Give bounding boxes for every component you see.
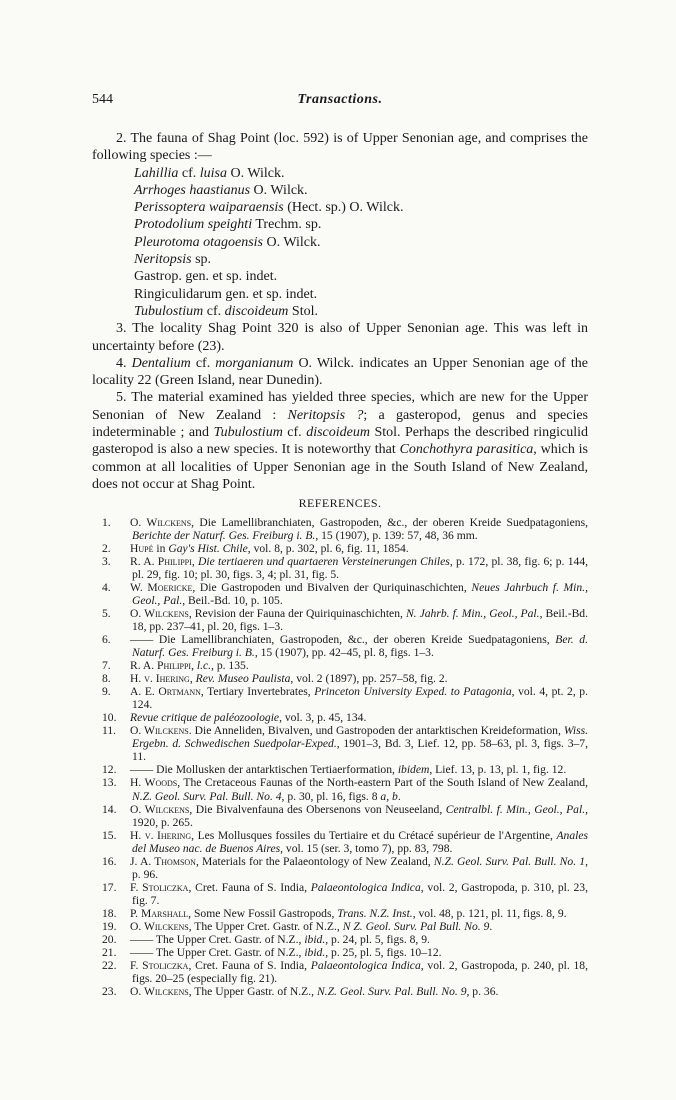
species-item: Neritopsis sp. xyxy=(134,252,212,268)
reference-item: 19. O. Wilckens, The Upper Cret. Gastr. of N.Z., N Z. Geol. Surv. Pal Bull. No. 9. xyxy=(102,919,493,933)
reference-item: 12. —— Die Mollusken der antarktischen Tertiaerformation, ibidem, Lief. 13, p. 13, pl. 1, fig. 12. xyxy=(102,763,567,777)
reference-item: 9. A. E. Ortmann, Tertiary Invertebrates, Princeton University Exped. to Patagonia, vol. 4, pt. 2, p. 124. xyxy=(102,685,589,712)
section-2-intro: 2. The fauna of Shag Point (loc. 592) is of Upper Senonian age, and comprises the following species :— xyxy=(92,131,588,164)
reference-item: 3. R. A. Philippi, Die tertiaeren und quartaeren Versteinerungen Chiles, p. 172, pl. 38, fig. 6; p. 144, pl. 29, fig. 10; pl. 30, figs. 3, 4; pl. 31, fig. 5. xyxy=(102,554,589,581)
reference-author: F. Stoliczka xyxy=(130,880,189,894)
reference-author: —— xyxy=(130,632,154,646)
reference-number: 16. xyxy=(102,854,117,868)
reference-item: 21. —— The Upper Cret. Gastr. of N.Z., ibid., p. 25, pl. 5, figs. 10–12. xyxy=(102,946,442,960)
reference-number: 5. xyxy=(102,606,111,620)
section-5: 5. The material examined has yielded three species, which are new for the Upper Senonian of New Zealand : Neritopsis ?; a gasteropod, genus and species indeterminable ; and Tubulostium cf. discoideum Stol. Perhaps the described ringiculid gasteropod is also a new species. It is noteworthy that Conchothyra parasitica, which is common at all localities of Upper Senonian age in the South Island of New Zealand, does not occur at Shag Point. xyxy=(92,390,588,492)
reference-author: H. v. Ihering xyxy=(130,828,192,842)
reference-number: 23. xyxy=(102,985,117,999)
reference-number: 11. xyxy=(102,724,117,738)
reference-author: O. Wilckens xyxy=(130,919,189,933)
reference-number: 17. xyxy=(102,880,117,894)
reference-item: 23. O. Wilckens, The Upper Gastr. of N.Z., N.Z. Geol. Surv. Pal. Bull. No. 9, p. 36. xyxy=(102,985,499,999)
reference-item: 4. W. Moericke, Die Gastropoden und Bivalven der Quriquinaschichten, Neues Jahrbuch f. Min., Geol., Pal., Beil.-Bd. 10, p. 105. xyxy=(102,580,588,607)
species-item: Arrhoges haastianus O. Wilck. xyxy=(134,182,308,198)
reference-item: 2. Hupé in Gay's Hist. Chile, vol. 8, p. 302, pl. 6, fig. 11, 1854. xyxy=(102,541,409,555)
reference-author: A. E. Ortmann xyxy=(130,685,201,699)
reference-author: O. Wilckens xyxy=(130,515,192,529)
reference-item: 8. H. v. Ihering, Rev. Museo Paulista, vol. 2 (1897), pp. 257–58, fig. 2. xyxy=(102,672,448,686)
reference-number: 22. xyxy=(102,959,117,973)
section-4: 4. Dentalium cf. morganianum O. Wilck. indicates an Upper Senonian age of the locality 22 (Green Island, near Dunedin). xyxy=(92,355,588,389)
reference-item: 7. R. A. Philippi, l.c., p. 135. xyxy=(102,659,249,673)
reference-author: O. Wilckens xyxy=(130,985,189,999)
reference-number: 2. xyxy=(102,541,111,555)
reference-author: O. Wilckens xyxy=(130,802,190,816)
reference-number: 7. xyxy=(102,659,111,673)
reference-number: 10. xyxy=(102,711,117,725)
reference-item: 20. —— The Upper Cret. Gastr. of N.Z., ibid., p. 24, pl. 5, figs. 8, 9. xyxy=(102,933,430,947)
reference-author: —— xyxy=(130,933,154,947)
reference-number: 8. xyxy=(102,672,111,686)
reference-author: R. A. Philippi xyxy=(130,554,192,568)
reference-number: 15. xyxy=(102,828,117,842)
references-list xyxy=(92,516,588,999)
body-text xyxy=(92,130,588,998)
species-item: Gastrop. gen. et sp. indet. xyxy=(134,269,278,285)
reference-number: 13. xyxy=(102,776,117,790)
reference-item: 16. J. A. Thomson, Materials for the Palaeontology of New Zealand, N.Z. Geol. Surv. Pal. Bull. No. 1, p. 96. xyxy=(102,854,588,881)
reference-author: O. Wilckens xyxy=(130,724,189,738)
reference-item: 17. F. Stoliczka, Cret. Fauna of S. India, Palaeontologica Indica, vol. 2, Gastropoda, p. 310, pl. 23, fig. 7. xyxy=(102,880,588,907)
reference-item: 11. O. Wilckens. Die Anneliden, Bivalven, und Gastropoden der antarktischen Kreideformation, Wiss. Ergebn. d. Schwedischen Suedpolar-Exped., 1901–3, Bd. 3, Lief. 12, pp. 58–63, pl. 3, figs. 3–7, 11. xyxy=(102,724,589,764)
species-list xyxy=(92,165,588,321)
reference-item: 13. H. Woods, The Cretaceous Faunas of the North-eastern Part of the South Island of New Zealand, N.Z. Geol. Surv. Pal. Bull. No. 4, p. 30, pl. 16, figs. 8 a, b. xyxy=(102,776,588,803)
reference-number: 4. xyxy=(102,580,111,594)
reference-item: 10. Revue critique de paléozoologie, vol. 3, p. 45, 134. xyxy=(102,711,367,725)
species-item: Ringiculidarum gen. et sp. indet. xyxy=(134,286,318,302)
reference-number: 6. xyxy=(102,632,111,646)
reference-item: 15. H. v. Ihering, Les Mollusques fossiles du Tertiaire et du Crétacé supérieur de l'Argentine, Anales del Museo nac. de Buenos Aires, vol. 15 (ser. 3, tomo 7), pp. 83, 798. xyxy=(102,828,588,855)
reference-item: 6. —— Die Lamellibranchiaten, Gastropoden, &c., der oberen Kreide Suedpatagoniens, Ber. d. Naturf. Ges. Freiburg i. B., 15 (1907), pp. 42–45, pl. 8, figs. 1–3. xyxy=(102,632,588,659)
references-heading: REFERENCES. xyxy=(298,496,382,511)
species-item: Tubulostium cf. discoideum Stol. xyxy=(134,303,318,319)
species-item: Pleurotoma otagoensis O. Wilck. xyxy=(134,234,321,250)
reference-number: 9. xyxy=(102,685,111,699)
reference-author: W. Moericke xyxy=(130,580,193,594)
reference-author: —— xyxy=(130,763,154,777)
reference-author: H. v. Ihering xyxy=(130,672,190,686)
reference-item: 14. O. Wilckens, Die Bivalvenfauna des Obersenons von Neuseeland, Centralbl. f. Min., Geol., Pal., 1920, p. 265. xyxy=(102,802,588,829)
reference-number: 1. xyxy=(102,515,111,529)
reference-number: 12. xyxy=(102,763,117,777)
reference-author: —— xyxy=(130,946,154,960)
reference-number: 3. xyxy=(102,554,111,568)
reference-author: P. Marshall xyxy=(130,906,189,920)
page-number: 544 xyxy=(92,92,113,107)
reference-author: Hupé xyxy=(130,541,154,555)
reference-author: H. Woods xyxy=(130,776,178,790)
reference-item: 1. O. Wilckens, Die Lamellibranchiaten, Gastropoden, &c., der oberen Kreide Suedpatagoniens, Berichte der Naturf. Ges. Freiburg i. B., 15 (1907), p. 139: 57, 48, 36 mm. xyxy=(102,515,588,542)
reference-number: 21. xyxy=(102,946,117,960)
page-header xyxy=(92,92,588,112)
reference-author: O. Wilckens xyxy=(130,606,189,620)
section-3: 3. The locality Shag Point 320 is also of Upper Senonian age. This was left in uncertainty before (23). xyxy=(92,321,588,354)
reference-item: 5. O. Wilckens, Revision der Fauna der Quiriquinaschichten, N. Jahrb. f. Min., Geol., Pal., Beil.-Bd. 18, pp. 237–41, pl. 20, figs. 1–3. xyxy=(102,606,588,633)
reference-item: 22. F. Stoliczka, Cret. Fauna of S. India, Palaeontologica Indica, vol. 2, Gastropoda, p. 240, pl. 18, figs. 20–25 (especially fig. 21). xyxy=(102,959,588,986)
species-item: Lahillia cf. luisa O. Wilck. xyxy=(134,165,285,181)
running-title: Transactions. xyxy=(297,92,383,107)
reference-author: R. A. Philippi xyxy=(130,659,192,673)
reference-item: 18. P. Marshall, Some New Fossil Gastropods, Trans. N.Z. Inst., vol. 48, p. 121, pl. 11, figs. 8, 9. xyxy=(102,906,567,920)
reference-author: F. Stoliczka xyxy=(130,959,189,973)
reference-number: 14. xyxy=(102,802,117,816)
reference-number: 19. xyxy=(102,919,117,933)
species-item: Protodolium speighti Trechm. sp. xyxy=(134,217,322,233)
reference-number: 20. xyxy=(102,933,117,947)
species-item: Perissoptera waiparaensis (Hect. sp.) O. Wilck. xyxy=(134,200,404,216)
reference-number: 18. xyxy=(102,906,117,920)
reference-author: J. A. Thomson xyxy=(130,854,196,868)
